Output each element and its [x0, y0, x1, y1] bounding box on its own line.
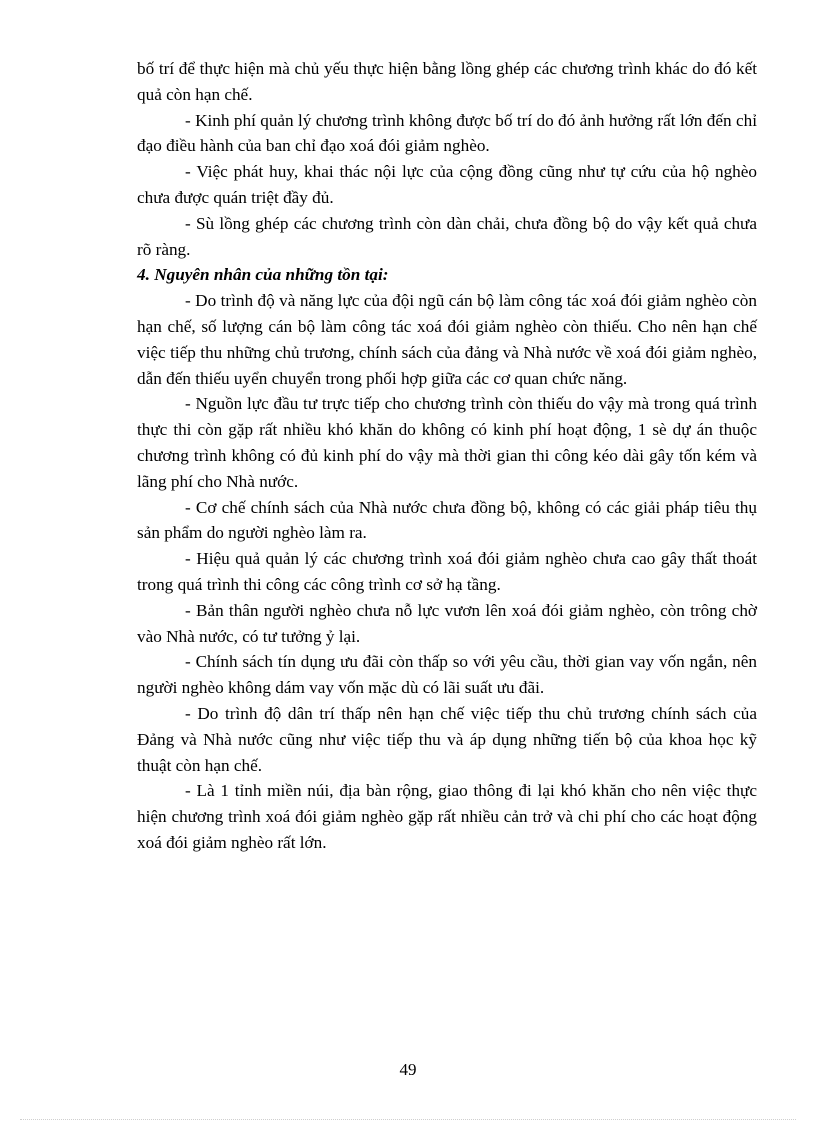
- paragraph-management-efficiency: - Hiệu quả quản lý các chương trình xoá đói giảm nghèo chưa cao gây thất thoát trong quá trình thi công các công trình cơ sở hạ tầng.: [137, 549, 757, 594]
- paragraph-policy-mechanism: - Cơ chế chính sách của Nhà nước chưa đồng bộ, không có các giải pháp tiêu thụ sản phẩm do người nghèo làm ra.: [137, 497, 757, 543]
- paragraph-mountain-province: - Là 1 tỉnh miền núi, địa bàn rộng, giao thông đi lại khó khăn cho nên việc thực hiện chương trình xoá đói giảm nghèo gặp rất nhiều cản trở và chi phí cho các hoạt động xoá đói giảm nghèo rất lớn.: [137, 781, 757, 852]
- document-body: [137, 56, 757, 856]
- paragraph-continuation: bố trí để thực hiện mà chủ yếu thực hiện bằng lồng ghép các chương trình khác do đó kết quả còn hạn chế.: [137, 59, 757, 104]
- paragraph-self-reliance: - Bản thân người nghèo chưa nỗ lực vươn lên xoá đói giảm nghèo, còn trông chờ vào Nhà nước, có tư tưởng ỷ lại.: [137, 600, 757, 646]
- footer-divider: [20, 1119, 796, 1120]
- paragraph-education-level: - Do trình độ dân trí thấp nên hạn chế việc tiếp thu chủ trương chính sách của Đảng và Nhà nước cũng như việc tiếp thu và áp dụng những tiến bộ của khoa học kỹ thuật còn hạn chế.: [137, 703, 757, 775]
- paragraph-internal-resources: - Việc phát huy, khai thác nội lực của cộng đồng cũng như tự cứu của hộ nghèo chưa được quán triệt đầy đủ.: [137, 162, 757, 207]
- paragraph-management-funding: - Kinh phí quản lý chương trình không được bố trí do đó ảnh hưởng rất lớn đến chỉ đạo điều hành của ban chỉ đạo xoá đói giảm nghèo.: [137, 110, 757, 156]
- paragraph-credit-policy: - Chính sách tín dụng ưu đãi còn thấp so với yêu cầu, thời gian vay vốn ngắn, nên người nghèo không dám vay vốn mặc dù có lãi suất ưu đãi.: [137, 652, 757, 698]
- paragraph-investment-resources: - Nguồn lực đầu tư trực tiếp cho chương trình còn thiếu do vậy mà trong quá trình thực thi còn gặp rất nhiều khó khăn do không có kinh phí hoạt động, 1 sè dự án thuộc chương trình không có đủ kinh phí do vậy mà thời gian thi công kéo dài gây tốn kém và lãng phí cho Nhà nước.: [137, 394, 757, 491]
- page-number: 49: [399, 1060, 417, 1079]
- paragraph-cadre-capacity: - Do trình độ và năng lực của đội ngũ cán bộ làm công tác xoá đói giảm nghèo còn hạn chế, số lượng cán bộ làm công tác xoá đói giảm nghèo còn thiếu. Cho nên hạn chế việc tiếp thu những chủ trương, chính sách của đảng và Nhà nước về xoá đói giảm nghèo, dẫn đến thiếu uyển chuyển trong phối hợp giữa các cơ quan chức năng.: [137, 291, 757, 388]
- section-heading: 4. Nguyên nhân của những tồn tại:: [137, 265, 389, 285]
- paragraph-program-integration: - Sù lồng ghép các chương trình còn dàn chải, chưa đồng bộ do vậy kết quả chưa rõ ràng.: [137, 213, 757, 259]
